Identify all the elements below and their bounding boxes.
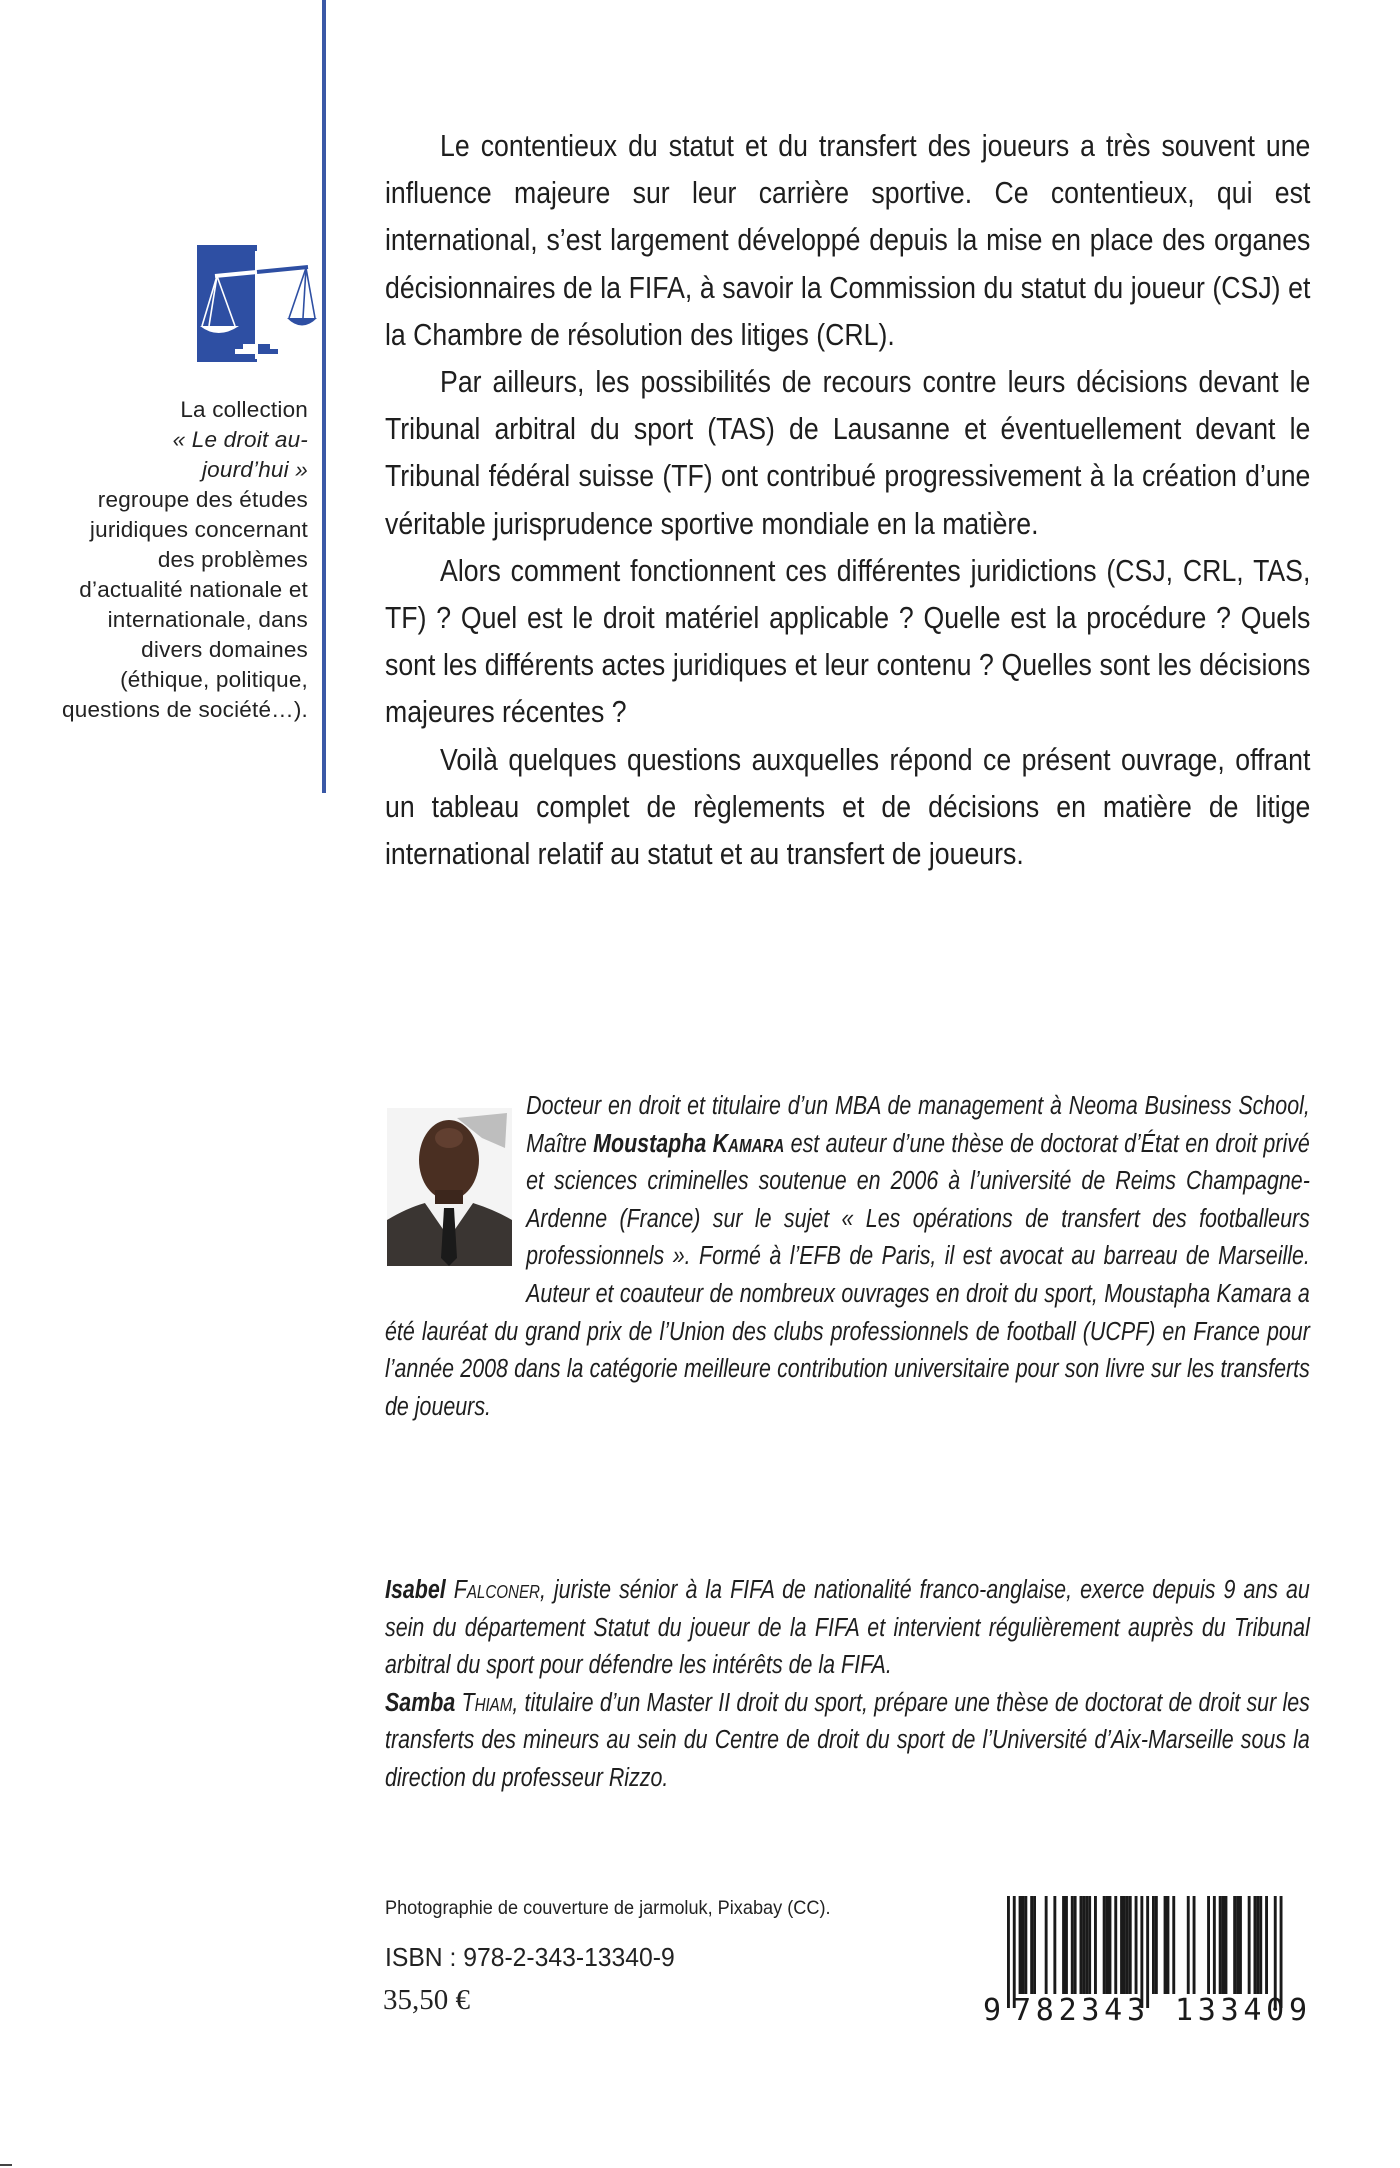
barcode-bar	[1219, 1896, 1222, 1994]
author-first-name: Moustapha	[593, 1129, 707, 1158]
barcode-bar	[1085, 1896, 1088, 1994]
crop-mark	[0, 2164, 12, 2166]
barcode-bar	[1129, 1896, 1132, 1994]
barcode-bar	[1053, 1896, 1056, 1994]
barcode-bar	[1236, 1896, 1239, 1994]
isbn: ISBN : 978-2-343-13340-9	[385, 1942, 675, 1972]
summary-paragraph: Le contentieux du statut et du transfert des joueurs a très souvent une influence majeure sur leur carrière sportive. Ce contentieux, qui est international, s’est largement développé depuis la mise en place des organes décisionnaires de la FIFA, à savoir la Commission du statut du joueur (CSJ) et la Chambre de résolution des litiges (CRL).	[385, 128, 1311, 352]
barcode-bar	[1007, 1896, 1010, 2008]
barcode-bar	[1088, 1896, 1091, 1994]
barcode-bar	[1135, 1896, 1138, 1994]
barcode-bar	[1123, 1896, 1126, 1994]
coauthor-bio: Samba Thiam, titulaire d’un Master II droit du sport, prépare une thèse de doctorat de droit sur les transferts des mineurs au sein du Centre de droit du sport de l’Université d’Aix-Marseille sous la direction du professeur Rizzo.	[385, 1688, 1310, 1792]
scales-of-justice-icon	[195, 243, 317, 365]
barcode-bar	[1265, 1896, 1268, 1994]
collection-series-name-1: « Le droit au-	[172, 427, 308, 452]
barcode-bar	[1062, 1896, 1065, 1994]
barcode-bar	[1225, 1896, 1228, 1994]
barcode-bar	[1019, 1896, 1022, 1994]
isbn-barcode	[983, 1896, 1325, 2022]
coauthors-bios	[385, 1572, 1310, 1798]
barcode-bar	[1152, 1896, 1155, 1994]
coauthor-first-name: Isabel	[385, 1576, 446, 1604]
barcode-bar	[1045, 1896, 1048, 1994]
barcode-bar	[1146, 1896, 1149, 2008]
coauthor-last-name: Falconer	[453, 1576, 540, 1604]
price: 35,50 €	[383, 1984, 470, 2016]
barcode-bar	[1033, 1896, 1036, 1994]
barcode-bar	[1080, 1896, 1083, 1994]
barcode-bar	[1164, 1896, 1167, 1994]
coauthor-first-name: Samba	[385, 1688, 456, 1717]
barcode-bar	[1280, 1896, 1283, 2008]
barcode-bar	[1213, 1896, 1216, 1994]
barcode-bar	[1074, 1896, 1077, 1994]
barcode-bar	[1109, 1896, 1112, 1994]
collection-description: regroupe des études juridiques concernant des problèmes d’actualité nationale et internationale, dans divers domaines (éthique, politique, questions de société…).	[62, 487, 308, 722]
vertical-accent-rule	[322, 0, 326, 793]
barcode-bar	[1082, 1896, 1085, 1994]
summary-paragraph: Voilà quelques questions auxquelles répond ce présent ouvrage, offrant un tableau complet de règlements et de décisions en matière de litige international relatif au statut et au transfert de joueurs.	[385, 741, 1311, 872]
barcode-bar	[1140, 1896, 1143, 2008]
barcode-bar	[1022, 1896, 1025, 1994]
barcode-bar	[1172, 1896, 1175, 1994]
author-bio-text: Docteur en droit et titulaire d’un MBA de management à Neoma Business School, Maître Moustapha Kamara est auteur d’une thèse de doctorat d’État en droit privé et sciences criminelles soutenue en 2006 à l’université de Reims Champagne-Ardenne (France) sur le sujet « Les opérations de transfert des footballeurs professionnels ». Formé à l’EFB de Paris, il est avocat au barreau de Marseille. Auteur et coauteur de nombreux ouvrages en droit du sport, Moustapha Kamara a été lauréat du grand prix de l’Union des clubs professionnels de football (UCPF) en France pour l’année 2008 dans la catégorie meilleure contribution universitaire pour son livre sur les transferts de joueurs.	[385, 1092, 1310, 1421]
coauthor-last-name: Thiam	[461, 1688, 513, 1717]
barcode-bar	[1239, 1896, 1242, 1994]
photo-credit: Photographie de couverture de jarmoluk, Pixabay (CC).	[385, 1897, 831, 1919]
barcode-bar	[1256, 1896, 1259, 1994]
barcode-bar	[1193, 1896, 1196, 1994]
barcode-bar	[1207, 1896, 1210, 1994]
barcode-bar	[1103, 1896, 1106, 1994]
barcode-bar	[1114, 1896, 1117, 1994]
barcode-bar	[1065, 1896, 1068, 1994]
barcode-digit-first: 9	[983, 1993, 1002, 2022]
barcode-bar	[1187, 1896, 1190, 1994]
collection-blurb	[20, 395, 308, 725]
author-last-name: Kamara	[712, 1129, 785, 1158]
collection-series-name-2: jourd’hui »	[201, 457, 308, 482]
collection-intro: La collection	[180, 397, 308, 422]
barcode-digits-left: 782343	[1013, 1993, 1145, 2022]
barcode-bar	[1094, 1896, 1097, 1994]
barcode-bar	[1254, 1896, 1257, 1994]
author-bio	[385, 1088, 1310, 1426]
summary-paragraph: Par ailleurs, les possibilités de recours contre leurs décisions devant le Tribunal arbitral du sport (TAS) de Lausanne et éventuellement devant le Tribunal fédéral suisse (TF) ont contribué progressivement à la création d’une véritable jurisprudence sportive mondiale en la matière.	[385, 364, 1311, 541]
book-summary	[385, 122, 1310, 877]
summary-paragraph: Alors comment fonctionnent ces différentes juridictions (CSJ, CRL, TAS, TF) ? Quel est le droit matériel applicable ? Quelle est la procédure ? Quels sont les différents actes juridiques et leur contenu ? Quelles sont les décisions majeures récentes ?	[385, 552, 1311, 730]
barcode-bars	[1007, 1896, 1283, 2008]
barcode-bar	[1126, 1896, 1129, 1994]
barcode-bar	[1248, 1896, 1251, 1994]
barcode-bar	[1120, 1896, 1123, 1994]
barcode-bar	[1030, 1896, 1033, 1994]
barcode-bar	[1155, 1896, 1158, 1994]
barcode-bar	[1222, 1896, 1225, 1994]
barcode-bar	[1071, 1896, 1074, 1994]
barcode-bar	[1274, 1896, 1277, 2008]
barcode-bar	[1106, 1896, 1109, 1994]
barcode-bar	[1024, 1896, 1027, 1994]
barcode-bar	[1013, 1896, 1016, 2008]
barcode-bar	[1167, 1896, 1170, 1994]
barcode-bar	[1233, 1896, 1236, 1994]
coauthor-bio: Isabel Falconer, juriste sénior à la FIFA de nationalité franco-anglaise, exerce depuis 9 ans au sein du département Statut du joueur de la FIFA et intervient régulièrement auprès du Tribunal arbitral du sport pour défendre les intérêts de la FIFA.	[385, 1576, 1310, 1680]
barcode-digits-right: 133409	[1175, 1993, 1307, 2022]
barcode-bar	[1259, 1896, 1262, 1994]
